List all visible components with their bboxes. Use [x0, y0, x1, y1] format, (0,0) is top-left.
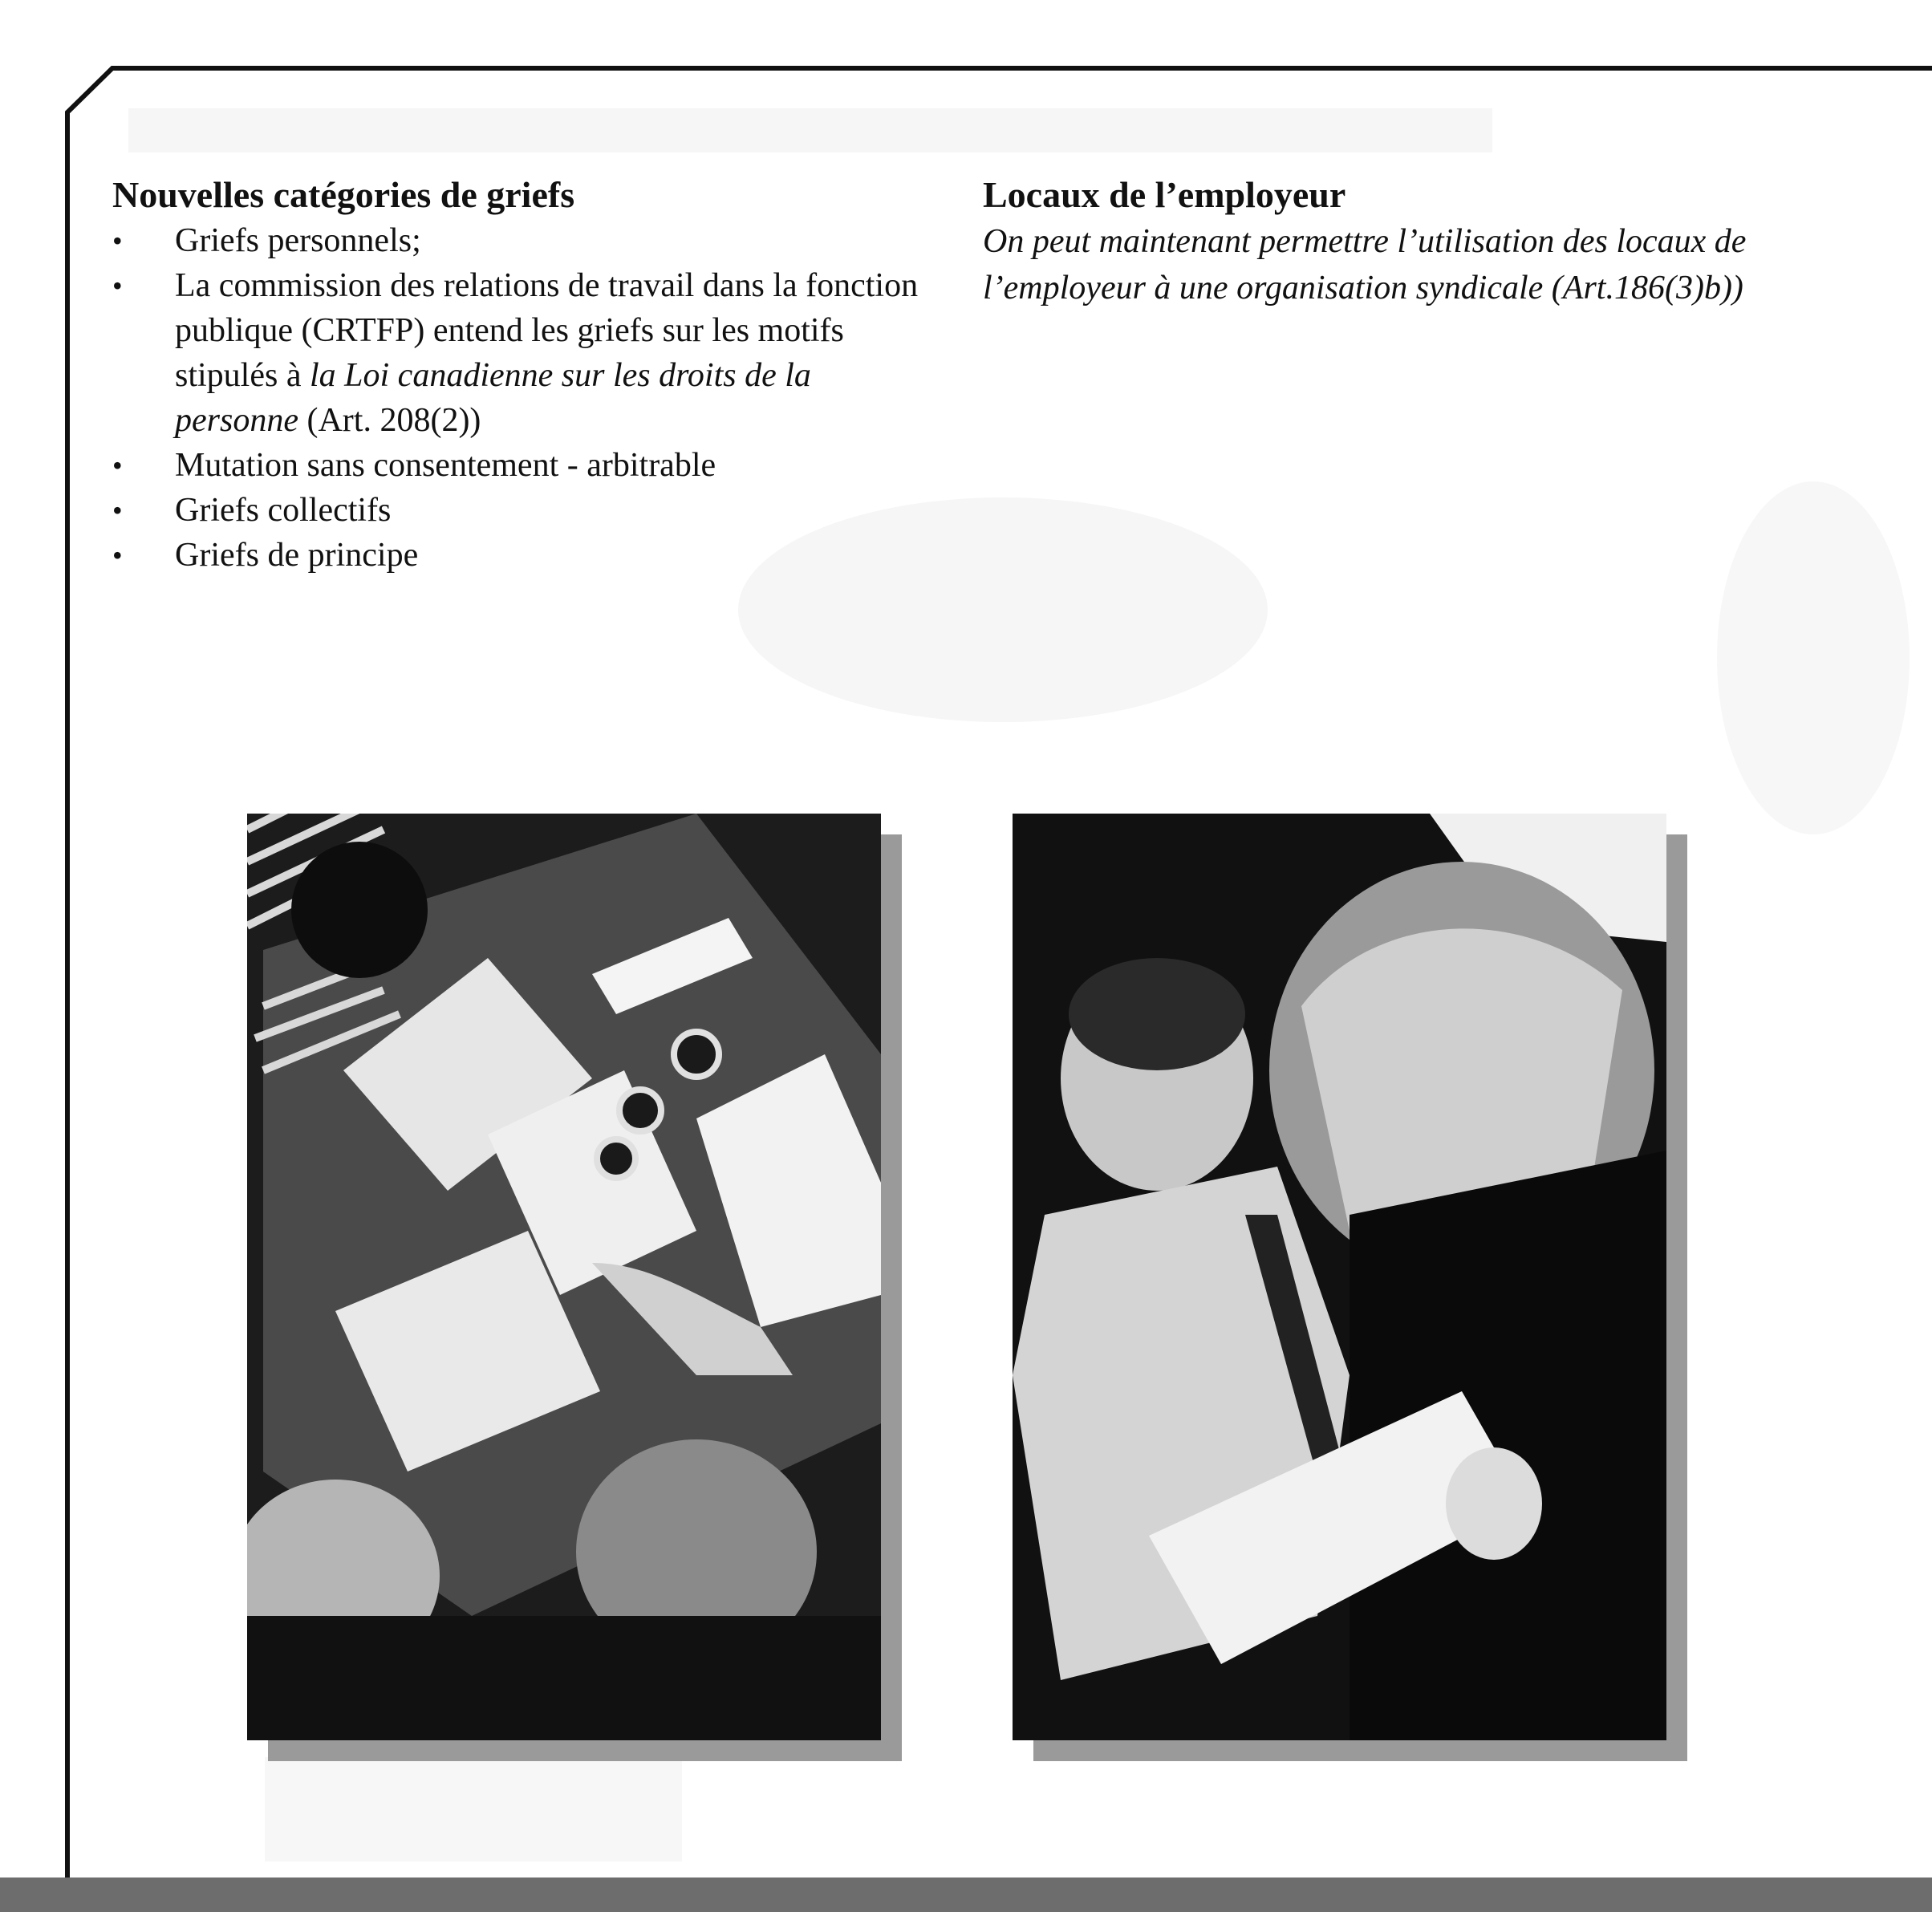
left-column: [112, 173, 931, 578]
heading-locaux-employeur: Locaux de l’employeur: [983, 174, 1346, 215]
list-item: [112, 263, 931, 443]
list-item-text: Mutation sans consentement - arbitrable: [175, 447, 716, 485]
list-item: [112, 488, 931, 533]
bullet-icon: •: [112, 449, 123, 482]
list-item-text: Griefs personnels;: [175, 222, 421, 260]
employer-premises-text: On peut maintenant permettre l’utilisation des locaux de l’employeur à une organisation syndicale (Art.186(3)b)): [983, 223, 1747, 307]
law-title: la Loi canadienne sur les droits de la personne: [175, 357, 811, 440]
list-item-text: Griefs de principe: [175, 537, 419, 574]
right-column: [983, 173, 1801, 311]
list-item-text: Griefs collectifs: [175, 492, 392, 530]
list-item-text: La commission des relations de travail dans la fonction publique (CRTFP) entend les griefs sur les motifs stipulés à: [175, 267, 919, 395]
article-reference: (Art. 208(2)): [298, 402, 481, 440]
list-item: [112, 443, 931, 488]
bullet-icon: •: [112, 494, 123, 527]
heading-nouvelles-categories: Nouvelles catégories de griefs: [112, 174, 575, 215]
conversation-photo: [1013, 814, 1666, 1740]
bullet-icon: •: [112, 225, 123, 258]
list-item: [112, 533, 931, 578]
bullet-icon: •: [112, 539, 123, 572]
meeting-table-photo: [247, 814, 881, 1740]
grievance-categories-list: [112, 218, 931, 578]
list-item: [112, 218, 931, 263]
bottom-band: [0, 1877, 1932, 1912]
bullet-icon: •: [112, 270, 123, 302]
